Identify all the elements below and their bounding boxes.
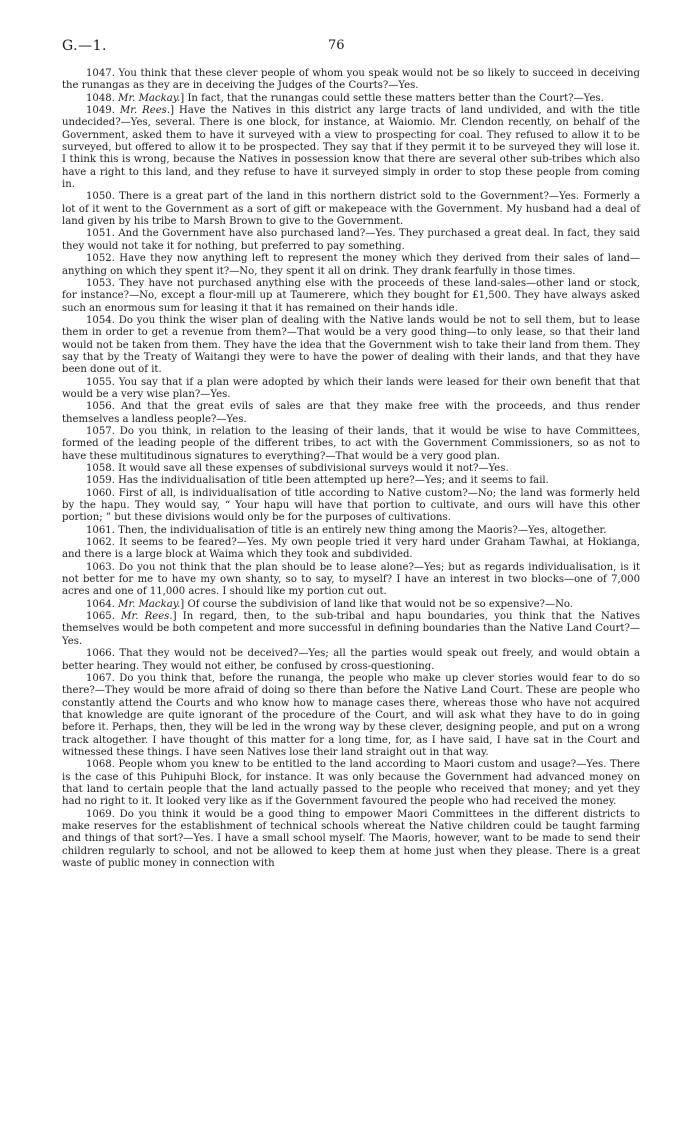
- evidence-transcript: [62, 68, 640, 870]
- paragraph-1068: 1068. People whom you knew to be entitled to the land according to Maori custom and usage?—Yes. There is the case of this Puhipuhi Block, for instance. It was only because the Government had advanced money on that land to certain people that the land actually passed to the people who received that money; and yet they had no right to it. It looked very like as if the Government favoured the people who had received the money.: [62, 759, 640, 808]
- speaker-name: Mr. Rees.: [119, 105, 171, 117]
- paragraph-1048: 1048. Mr. Mackay.] In fact, that the runangas could settle these matters better than the Court?—Yes.: [86, 92, 604, 104]
- speaker-name: Mr. Rees.: [121, 611, 173, 623]
- paragraph-1061: 1061. Then, the individualisation of title is an entirely new thing among the Maoris?—Yes, altogether.: [86, 524, 607, 536]
- speaker-name: Mr. Mackay.: [118, 92, 181, 104]
- page-header: [62, 38, 640, 58]
- paragraph-1062: 1062. It seems to be feared?—Yes. My own people tried it very hard under Graham Tawhai, at Hokianga, and there is a large block at Waima which they took and subdivided.: [62, 537, 640, 561]
- paragraph-1054: 1054. Do you think the wiser plan of dealing with the Native lands would be not to sell them, but to lease them in order to get a revenue from them?—That would be a very good thing—to only lease, so that their land would not be taken from them. They have the idea that the Government wish to take their land from them. They say that by the Treaty of Waitangi they were to have the power of dealing with their lands, and that they have been done out of it.: [62, 314, 640, 376]
- paragraph-1053: 1053. They have not purchased anything else with the proceeds of these land-sales—other land or stock, for instance?—No, except a flour-mill up at Taumerere, which they bought for £1,500. They have always asked such an enormous sum for leasing it that it has remained on their hands idle.: [62, 277, 640, 314]
- paragraph-1052: 1052. Have they now anything left to represent the money which they derived from their sales of land—anything on which they spent it?—No, they spent it all on drink. They drank fearfully in those times.: [62, 253, 640, 277]
- paragraph-1049: 1049. Mr. Rees.] Have the Natives in this district any large tracts of land undivided, and with the title undecided?—Yes, several. There is one block, for instance, at Waiomio. Mr. Clendon recently, on behalf of the Government, asked them to have it surveyed with a view to prospecting for coal. They refused to allow it to be surveyed, but offered to allow it to be prospected. They say that if they permit it to be surveyed they will lose it. I think this is wrong, because the Natives in possession know that there are several other sub-tribes which also have a right to this land, and they refuse to have it surveyed simply in order to stop these people from coming in.: [62, 105, 640, 191]
- speaker-name: Mr. Mackay.: [118, 598, 181, 610]
- paragraph-1069: 1069. Do you think it would be a good thing to empower Maori Committees in the different districts to make reserves for the establishment of technical schools whereat the Native children could be taught farming and things of that sort?—Yes. I have a small school myself. The Maoris, however, want to be made to send their children regularly to school, and not be allowed to keep them at home just when they please. There is a great waste of public money in connection with: [62, 808, 640, 869]
- paragraph-1063: 1063. Do you not think that the plan should be to lease alone?—Yes; but as regards individualisation, is it not better for me to have my own shanty, so to say, to myself? I have an interest in two blocks—one of 7,000 acres and one of 11,000 acres. I should like my portion cut out.: [62, 561, 640, 598]
- paragraph-1065: 1065. Mr. Rees.] In regard, then, to the sub-tribal and hapu boundaries, you think that the Natives themselves would be both competent and more successful in defining boundaries than the Native Land Court?—Yes.: [62, 611, 641, 647]
- paragraph-1050: 1050. There is a great part of the land in this northern district sold to the Government?—Yes. Formerly a lot of it went to the Government as a sort of gift or makepeace with the Government. My husband had a deal of land given by his tribe to Marsh Brown to give to the Government.: [62, 191, 640, 228]
- paragraph-1055: 1055. You say that if a plan were adopted by which their lands were leased for their own benefit that that would be a very wise plan?—Yes.: [62, 376, 640, 400]
- paragraph-1058: 1058. It would save all these expenses of subdivisional surveys would it not?—Yes.: [86, 463, 509, 474]
- paragraph-1060: 1060. First of all, is individualisation of title according to Native custom?—No; the land was formerly held by the hapu. They would say, “ Your hapu will have that portion to cultivate, and ours will have this other portion; ” but these divisions would only be for the purposes of cultivations.: [62, 487, 640, 524]
- paragraph-1057: 1057. Do you think, in relation to the leasing of their lands, that it would be wise to have Committees, formed of the leading people of the different tribes, to act with the Government Commissioners, so as not to have these multitudinous signatures to everything?—That would be a very good plan.: [62, 425, 640, 462]
- paragraph-1064: 1064. Mr. Mackay.] Of course the subdivision of land like that would not be so expensive?—No.: [86, 598, 574, 610]
- paragraph-1066: 1066. That they would not be deceived?—Yes; all the parties would speak out freely, and would obtain a better hearing. They would not either, be confused by cross-questioning.: [62, 648, 640, 672]
- page-number: 76: [328, 38, 345, 53]
- document-reference: G.—1.: [62, 38, 107, 54]
- paragraph-1056: 1056. And that the great evils of sales are that they make free with the proceeds, and thus render themselves a landless people?—Yes.: [62, 401, 640, 425]
- paragraph-1059: 1059. Has the individualisation of title been attempted up here?—Yes; and it seems to fail.: [86, 475, 549, 487]
- paragraph-1051: 1051. And the Government have also purchased land?—Yes. They purchased a great deal. In fact, they said they would not take it for nothing, but preferred to pay something.: [62, 228, 640, 252]
- paragraph-1047: 1047. You think that these clever people of whom you speak would not be so likely to succeed in deceiving the runangas as they are in deceiving the Judges of the Courts?—Yes.: [62, 68, 640, 92]
- paragraph-1067: 1067. Do you think that, before the runanga, the people who make up clever stories would fear to do so there?—They would be more afraid of doing so there than before the Native Land Court. These are people who constantly attend the Courts and who know how to manage cases there, whereas those who have not acquired that knowledge are quite ignorant of the procedure of the Court, and will ask what they have to do in going before it. Perhaps, then, they will be led in the wrong way by these clever, designing people, and put on a wrong track altogether. I have thought of this matter for a long time, for, as I have said, I have sat in the Court and witnessed these things. I have seen Natives lose their land straight out in that way.: [62, 672, 640, 758]
